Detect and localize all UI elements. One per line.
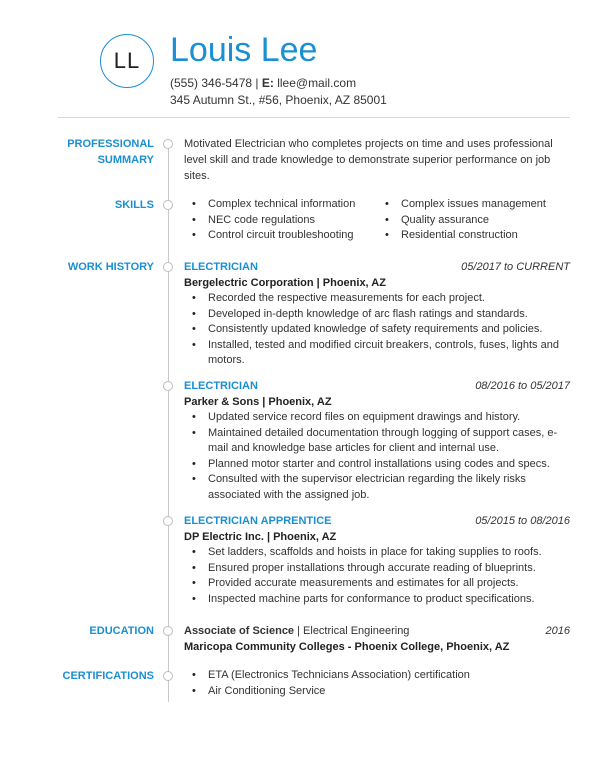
skill-item: • Quality assurance: [401, 213, 591, 229]
timeline-line: [168, 140, 169, 702]
skill-item: • Complex technical information: [208, 197, 398, 213]
job-dates: 05/2017 to CURRENT: [461, 261, 570, 273]
skill-item: • NEC code regulations: [208, 213, 398, 229]
job-employer: Parker & Sons | Phoenix, AZ: [184, 396, 332, 408]
section-heading-skills: SKILLS: [114, 199, 154, 211]
phone-number: (555) 346-5478: [170, 76, 253, 90]
job-bullet: • Recorded the respective measurements for each project.: [208, 291, 588, 307]
job-bullet: • Planned motor starter and control installations using codes and specs.: [208, 457, 572, 473]
timeline-node: [163, 626, 173, 636]
timeline-node: [163, 262, 173, 272]
timeline-node: [163, 139, 173, 149]
skill-item: • Control circuit troubleshooting: [208, 228, 398, 244]
job-bullets: [184, 291, 588, 369]
job-bullet: • Developed in-depth knowledge of arc flash ratings and standards.: [208, 307, 588, 323]
job-bullets: [184, 545, 588, 607]
job-employer: DP Electric Inc. | Phoenix, AZ: [184, 531, 337, 543]
job-title: ELECTRICIAN: [184, 261, 258, 273]
candidate-name: Louis Lee: [170, 31, 318, 69]
job-title: ELECTRICIAN APPRENTICE: [184, 515, 332, 527]
timeline-node: [163, 381, 173, 391]
job-bullet: • Updated service record files on equipment drawings and history.: [208, 410, 572, 426]
certification-item: • Air Conditioning Service: [208, 684, 588, 700]
monogram-avatar: [100, 34, 154, 88]
education-year: 2016: [545, 625, 570, 637]
skills-list-left: [184, 197, 398, 244]
job-bullets: [184, 410, 572, 504]
summary-heading-line1: PROFESSIONAL: [67, 138, 154, 150]
section-heading-education: EDUCATION: [89, 625, 154, 637]
contact-separator: |: [252, 76, 262, 90]
job-bullet: • Set ladders, scaffolds and hoists in place for taking supplies to roofs.: [208, 545, 588, 561]
skill-item: • Residential construction: [401, 228, 591, 244]
section-heading-certifications: CERTIFICATIONS: [62, 670, 154, 682]
job-title: ELECTRICIAN: [184, 380, 258, 392]
skills-list-right: [377, 197, 591, 244]
job-bullet: • Ensured proper installations through accurate reading of blueprints.: [208, 561, 588, 577]
education-school: Maricopa Community Colleges - Phoenix College, Phoenix, AZ: [184, 641, 510, 653]
email-label: E:: [261, 76, 274, 90]
job-dates: 08/2016 to 05/2017: [475, 380, 570, 392]
job-dates: 05/2015 to 08/2016: [475, 515, 570, 527]
skill-item: • Complex issues management: [401, 197, 591, 213]
job-bullet: • Inspected machine parts for conformance to product specifications.: [208, 592, 588, 608]
timeline-node: [163, 516, 173, 526]
timeline-node: [163, 200, 173, 210]
address-line: 345 Autumn St., #56, Phoenix, AZ 85001: [170, 93, 387, 107]
section-heading-work-history: WORK HISTORY: [67, 261, 154, 273]
timeline-node: [163, 671, 173, 681]
job-bullet: • Consistently updated knowledge of safety requirements and policies.: [208, 322, 588, 338]
contact-line: [170, 75, 356, 91]
certifications-list: [184, 668, 588, 699]
header-divider: [58, 117, 570, 118]
education-field: | Electrical Engineering: [294, 625, 410, 637]
job-bullet: • Provided accurate measurements and estimates for all projects.: [208, 576, 588, 592]
job-employer: Bergelectric Corporation | Phoenix, AZ: [184, 277, 386, 289]
job-bullet: • Consulted with the supervisor electrician regarding the likely risks associated with the assigned job.: [208, 472, 572, 503]
monogram-initials: LL: [113, 48, 141, 73]
job-bullet: • Installed, tested and modified circuit breakers, controls, fuses, lights and motors.: [208, 338, 588, 369]
certification-item: • ETA (Electronics Technicians Association) certification: [208, 668, 588, 684]
education-degree-line: [184, 623, 409, 639]
summary-text: Motivated Electrician who completes projects on time and uses professional level skill and trade knowledge to demonstrate superior performance on job sites.: [184, 138, 553, 182]
job-bullet: • Maintained detailed documentation through logging of support cases, e-mail and knowledge base articles for client and internal use.: [208, 426, 572, 457]
email-address: llee@mail.com: [277, 76, 357, 90]
summary-heading-line2: SUMMARY: [97, 154, 154, 166]
education-degree: Associate of Science: [184, 625, 295, 637]
section-heading-summary: [67, 136, 154, 168]
